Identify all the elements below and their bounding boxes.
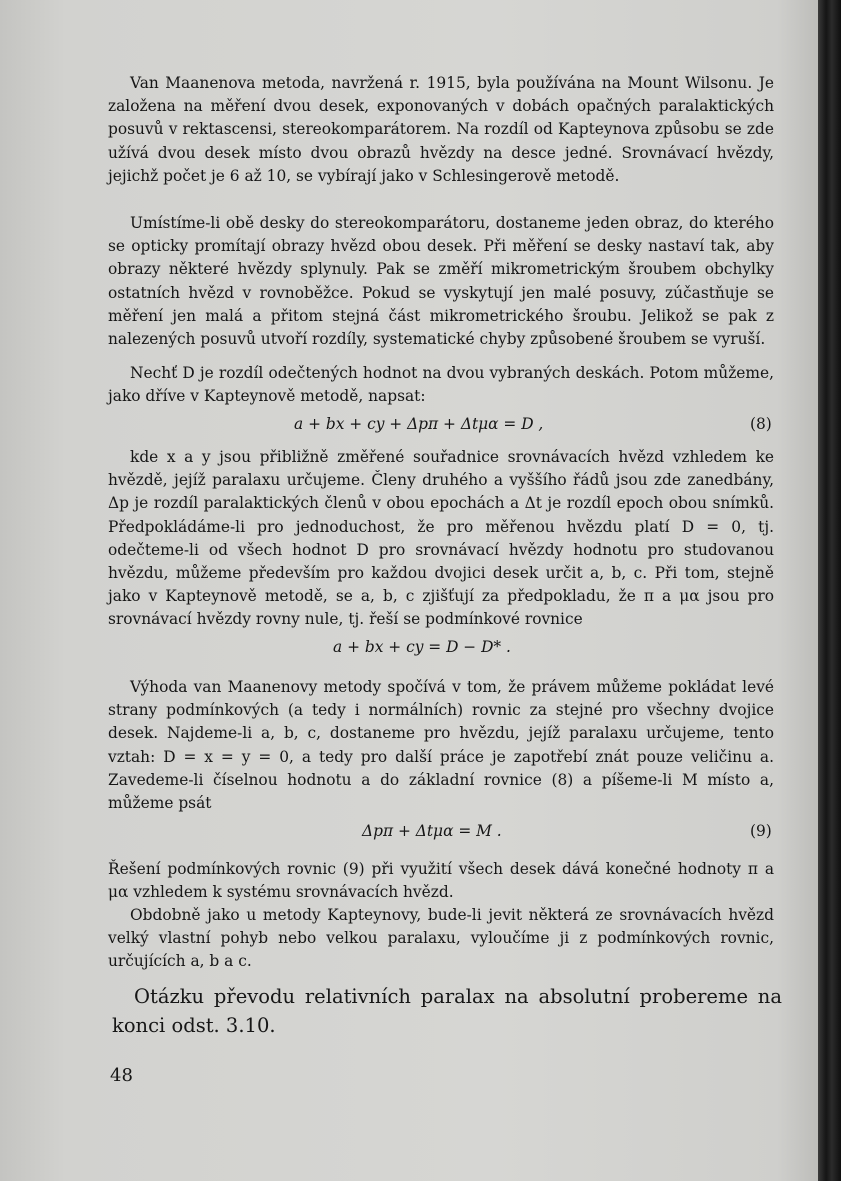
equation-9-number: (9) <box>750 822 772 840</box>
book-spine-edge <box>818 0 841 1181</box>
equation-8-number: (8) <box>750 415 772 433</box>
equation-9: Δpπ + Δtμα = M . <box>362 822 502 840</box>
paragraph-difference-d: Nechť D je rozdíl odečtených hodnot na dvou vybraných deskách. Potom můžeme, jako dříve v Kapteynově metodě, napsat: <box>108 364 774 406</box>
paragraph-van-maanen-intro: Van Maanenova metoda, navržená r. 1915, byla používána na Mount Wilsonu. Je založena na měření dvou desek, exponovaných v dobách opačných paralaktických posuvů v rektascensi, stereokomparátorem. Na rozdíl od Kapteynova způsobu se zde užívá dvou desek místo dvou obrazů hvězdy na desce jedné. Srovnávací hvězdy, jejichž počet je 6 až 10, se vybírají jako v Schlesingerově metodě. <box>108 74 774 185</box>
equation-conditional: a + bx + cy = D − D* . <box>333 638 511 656</box>
paragraph-solution: Řešení podmínkových rovnic (9) při využití všech desek dává konečné hodnoty π a μα vzhledem k systému srovnávacích hvězd. <box>108 860 774 902</box>
paragraph-stereocomparator: Umístíme-li obě desky do stereokomparátoru, dostaneme jeden obraz, do kterého se opticky promítají obrazy hvězd obou desek. Při měření se desky nastaví tak, aby obrazy některé hvězdy splynuly. Pak se změří mikrometrickým šroubem obchylky ostatních hvězd v rovnoběžce. Pokud se vyskytují jen malé posuvy, zúčastňuje se měření jen malá a přitom stejná část mikrometrického šroubu. Jelikož se pak z nalezených posuvů utvoří rozdíly, systematické chyby způsobené šroubem se vyruší. <box>108 214 774 349</box>
paragraph-advantage: Výhoda van Maanenovy metody spočívá v tom, že právem můžeme pokládat levé strany podmínkových (a tedy i normálních) rovnic za stejné pro všechny dvojice desek. Najdeme-li a, b, c, dostaneme pro hvězdu, jejíž paralaxu určujeme, tento vztah: D = x = y = 0, a tedy pro další práce je zapotřebí znát pouze veličinu a. Zavedeme-li číselnou hodnotu a do základní rovnice (8) a píšeme-li M místo a, můžeme psát <box>108 678 774 813</box>
paragraph-exclusion: Obdobně jako u metody Kapteynovy, bude-li jevit některá ze srovnávacích hvězd velký vlastní pohyb nebo velkou paralaxu, vyloučíme ji z podmínkových rovnic, určujících a, b a c. <box>108 906 774 971</box>
paragraph-coordinates: kde x a y jsou přibližně změřené souřadnice srovnávacích hvězd vzhledem ke hvězdě, jejíž paralaxu určujeme. Členy druhého a vyššího řádů jsou zde zanedbány, Δp je rozdíl paralaktických členů v obou epochách a Δt je rozdíl epoch obou snímků. Předpokládáme-li pro jednoduchost, že pro měřenou hvězdu platí D = 0, tj. odečteme-li od všech hodnot D pro srovnávací hvězdy hodnotu pro studovanou hvězdu, můžeme především pro každou dvojici desek určit a, b, c. Při tom, stejně jako v Kapteynově metodě, se a, b, c zjišťují za předpokladu, že π a μα jsou pro srovnávací hvězdy rovny nule, tj. řeší se podmínkové rovnice <box>108 448 774 629</box>
closing-note: Otázku převodu relativních paralax na absolutní probereme na konci odst. 3.10. <box>112 985 782 1037</box>
equation-8: a + bx + cy + Δpπ + Δtμα = D , <box>294 415 544 433</box>
page-number: 48 <box>110 1065 133 1086</box>
